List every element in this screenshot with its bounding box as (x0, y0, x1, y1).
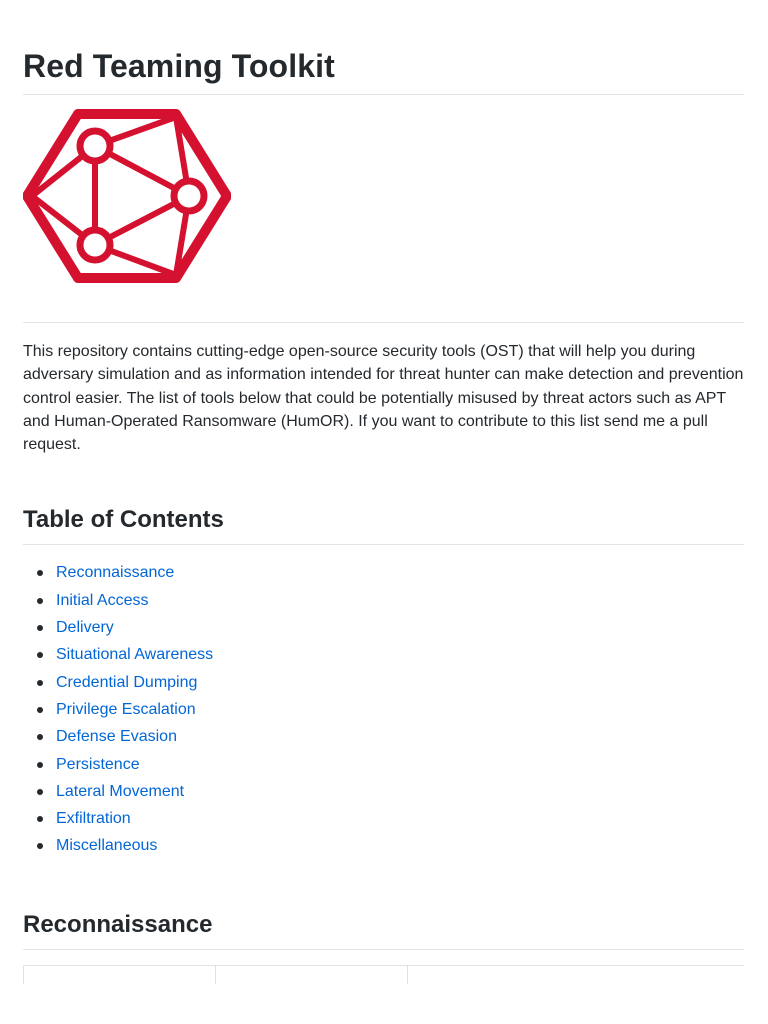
reconnaissance-heading: Reconnaissance (23, 910, 213, 938)
tools-table (23, 965, 744, 984)
bullet-icon (37, 707, 43, 713)
bullet-icon (37, 762, 43, 768)
toc-item (56, 832, 744, 859)
toc-link-delivery[interactable]: Delivery (56, 619, 114, 637)
page-title: Red Teaming Toolkit (23, 48, 335, 84)
toc-item (56, 778, 744, 805)
table-column-border (23, 966, 24, 984)
toc-item (56, 614, 744, 641)
toc-link-privilege-escalation[interactable]: Privilege Escalation (56, 700, 196, 718)
toc-list (23, 559, 744, 859)
toc-link-initial-access[interactable]: Initial Access (56, 591, 149, 609)
toc-link-miscellaneous[interactable]: Miscellaneous (56, 837, 158, 855)
toc-link-exfiltration[interactable]: Exfiltration (56, 810, 131, 828)
toc-item (56, 696, 744, 723)
toc-item (56, 805, 744, 832)
toc-link-defense-evasion[interactable]: Defense Evasion (56, 728, 177, 746)
hexagon-network-logo-icon (23, 109, 231, 284)
bullet-icon (37, 625, 43, 631)
toc-link-lateral-movement[interactable]: Lateral Movement (56, 782, 185, 800)
bullet-icon (37, 598, 43, 604)
toc-item (56, 751, 744, 778)
toc-link-reconnaissance[interactable]: Reconnaissance (56, 564, 175, 582)
table-column-border (407, 966, 408, 984)
toc-link-credential-dumping[interactable]: Credential Dumping (56, 673, 198, 691)
table-column-border (215, 966, 216, 984)
toc-item (56, 669, 744, 696)
logo-divider (23, 322, 744, 323)
intro-paragraph: This repository contains cutting-edge open-source security tools (OST) that will help you during adversary simulation and as information intended for threat hunter can make detection and prevention control easier. The list of tools below that could be potentially misused by threat actors such as APT and Human-Operated Ransomware (HumOR). If you want to contribute to this list send me a pull request. (23, 343, 744, 454)
toc-link-persistence[interactable]: Persistence (56, 755, 140, 773)
toc-item (56, 723, 744, 750)
toc-link-situational-awareness[interactable]: Situational Awareness (56, 646, 214, 664)
reconnaissance-divider (23, 949, 744, 950)
bullet-icon (37, 680, 43, 686)
toc-item (56, 559, 744, 586)
bullet-icon (37, 789, 43, 795)
bullet-icon (37, 734, 43, 740)
bullet-icon (37, 843, 43, 849)
toc-heading: Table of Contents (23, 506, 224, 534)
toc-divider (23, 544, 744, 545)
bullet-icon (37, 816, 43, 822)
toc-item (56, 587, 744, 614)
title-divider (23, 94, 744, 95)
bullet-icon (37, 652, 43, 658)
toc-item (56, 641, 744, 668)
bullet-icon (37, 570, 43, 576)
